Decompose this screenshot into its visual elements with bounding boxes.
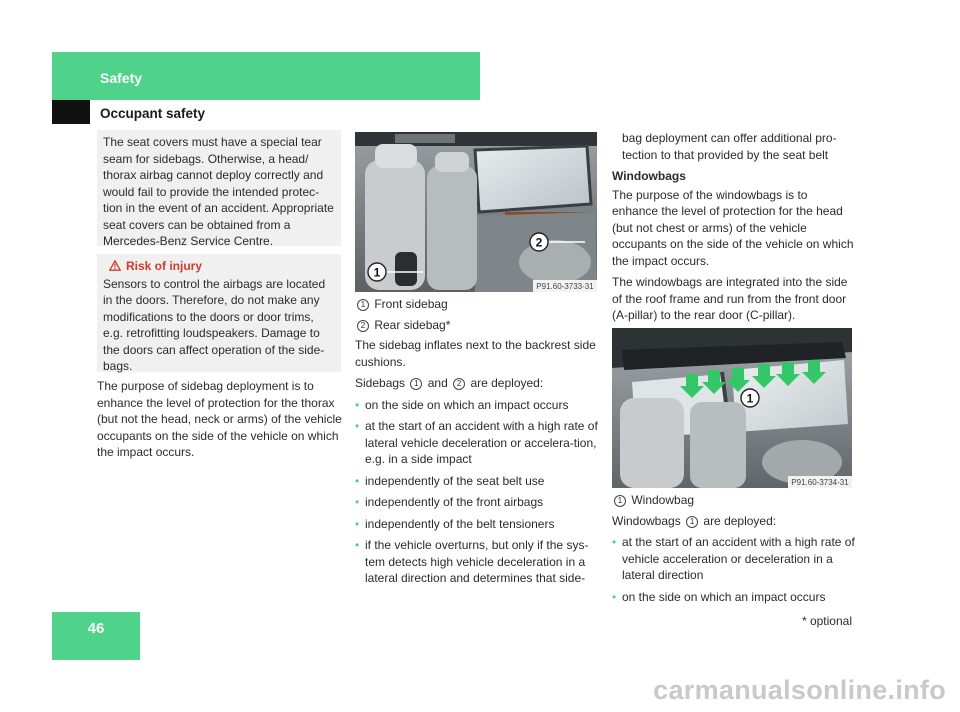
figure2-callout-1: 1 [746, 391, 754, 406]
windowbag-deployment [612, 492, 856, 610]
deploy-num-2: 2 [453, 378, 465, 390]
deploy-prefix: Windowbags [612, 513, 681, 528]
deploy-num-1: 1 [410, 378, 422, 390]
figure2-code: P91.60-3734-31 [791, 478, 849, 487]
legend-front-sidebag [355, 296, 598, 313]
deploy-suffix: are deployed: [703, 513, 777, 528]
sidebag-purpose [97, 378, 342, 466]
deploy-suffix: are deployed: [470, 376, 544, 390]
warning-box [97, 254, 341, 372]
header-marker [52, 100, 90, 124]
seat-cover-note-text: The seat covers must have a special tear seam for sidebags. Otherwise, a head/ thorax airbag cannot deploy correctly and would fail to provide the intended protec-tion in the event of an accident. Appropriate seat covers can be obtained from a Mercedes-Benz Service Centre. [103, 135, 334, 248]
list-item: • on the side on which an impact occurs [612, 589, 856, 606]
section-title: Safety [100, 70, 143, 86]
sidebag-photo [355, 132, 597, 292]
windowbag-section [612, 130, 856, 329]
figure1-code: P91.60-3733-31 [536, 282, 594, 291]
warning-heading [103, 258, 335, 275]
legend-text: Front sidebag [374, 297, 448, 311]
list-item: • on the side on which an impact occurs [355, 397, 598, 414]
deploy-prefix: Sidebags [355, 376, 406, 390]
legend-num: 1 [357, 299, 369, 311]
watermark: carmanualsonline.info [653, 675, 946, 705]
list-item: • at the start of an accident with a high rate of vehicle acceleration or deceleration in a lateral direction [612, 534, 856, 584]
list-item: • if the vehicle overturns, but only if the sys-tem detects high vehicle deceleration in a lateral direction and determines that side- [355, 537, 598, 587]
legend-num: 1 [614, 495, 626, 507]
continued-text: bag deployment can offer additional pro-tection to that provided by the seat belt [622, 131, 837, 162]
legend-rear-sidebag [355, 317, 598, 334]
windowbag-location: The windowbags are integrated into the side of the roof frame and run from the front door (A-pillar) to the rear door (C-pillar). [612, 275, 848, 322]
deploy-num: 1 [686, 516, 698, 528]
sidebag-description [355, 296, 598, 592]
windowbag-deploy-list [612, 534, 856, 605]
warning-text: Sensors to control the airbags are located in the doors. Therefore, do not make any modifications to the doors or door trims, e.g. retrofitting loudspeakers. Damage to the doors can affect operation of the side-bags. [103, 276, 326, 373]
list-item: • at the start of an accident with a high rate of lateral vehicle deceleration or accelera-tion, e.g. in a side impact [355, 418, 598, 468]
windowbag-purpose: The purpose of the windowbags is to enhance the level of protection for the head (but not chest or arms) of the vehicle occupants on the side of the vehicle on which the impact occurs. [612, 187, 854, 268]
windowbag-deploy-intro [612, 513, 856, 530]
windowbag-photo [612, 328, 852, 488]
list-item: • independently of the belt tensioners [355, 516, 598, 533]
page-number: 46 [87, 620, 105, 637]
deploy-and: and [427, 376, 448, 390]
seat-cover-note [97, 130, 341, 246]
legend-windowbag [612, 492, 856, 509]
list-item: • independently of the front airbags [355, 494, 598, 511]
footnote: * optional [801, 614, 852, 628]
sidebag-deploy-list [355, 397, 598, 587]
legend-text: Rear sidebag* [374, 317, 451, 332]
figure1-callout-1: 1 [373, 265, 381, 280]
subsection-title: Occupant safety [100, 106, 206, 121]
sidebag-purpose-text: The purpose of sidebag deployment is to enhance the level of protection for the thorax (but not the head, neck or arms) of the vehicle occupants on the side of the vehicle on which the impact occurs. [97, 379, 342, 459]
sidebag-inflate-text: The sidebag inflates next to the backrest side cushions. [355, 338, 596, 369]
list-item: • independently of the seat belt use [355, 473, 598, 490]
legend-text: Windowbag [631, 493, 695, 507]
warning-title: Risk of injury [126, 259, 203, 273]
sidebag-deploy-intro [355, 375, 598, 392]
warning-triangle-icon [109, 260, 121, 271]
windowbags-heading: Windowbags [612, 169, 686, 183]
legend-num: 2 [357, 320, 369, 332]
figure1-callout-2: 2 [535, 235, 543, 250]
